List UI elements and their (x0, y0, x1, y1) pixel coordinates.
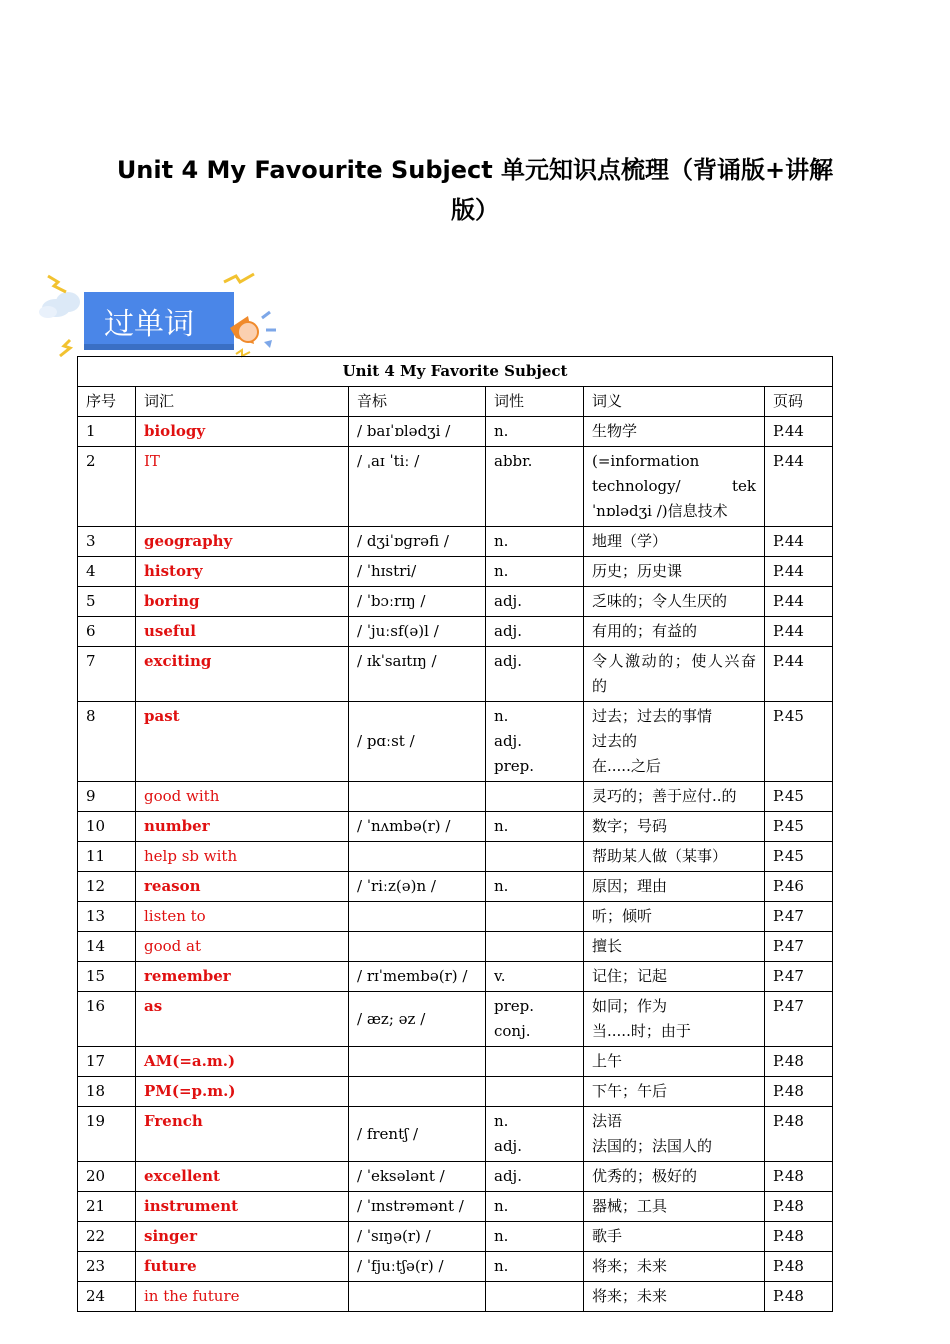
row-ipa (349, 932, 486, 962)
row-ipa (349, 902, 486, 932)
header-cell-ipa: 音标 (349, 387, 486, 417)
row-word: PM(=p.m.) (136, 1077, 349, 1107)
row-ipa (349, 842, 486, 872)
meaning-line: 歌手 (592, 1227, 623, 1245)
row-word: help sb with (136, 842, 349, 872)
pos-line: n. (494, 877, 509, 895)
meaning-line: 数字；号码 (592, 817, 668, 835)
row-pos (486, 527, 584, 557)
row-page: P.45 (765, 702, 833, 782)
header-cell-word: 词汇 (136, 387, 349, 417)
pos-line: abbr. (494, 452, 533, 470)
row-meaning (584, 932, 765, 962)
row-page: P.46 (765, 872, 833, 902)
meaning-line: 法国的；法国人的 (592, 1137, 713, 1155)
table-row (78, 702, 833, 782)
pos-line: adj. (494, 592, 522, 610)
row-ipa: / ˈriːz(ə)n / (349, 872, 486, 902)
header-cell-page: 页码 (765, 387, 833, 417)
row-page: P.44 (765, 557, 833, 587)
table-row (78, 587, 833, 617)
title-line-1: Unit 4 My Favourite Subject 单元知识点梳理（背诵版+讲解 (116, 156, 834, 184)
row-page: P.47 (765, 932, 833, 962)
pos-line: n. (494, 817, 509, 835)
meaning-line: 令人激动的；使人兴奋的 (592, 652, 756, 695)
row-page: P.44 (765, 647, 833, 702)
table-row (78, 782, 833, 812)
row-page: P.48 (765, 1192, 833, 1222)
pos-line: n. (494, 1112, 509, 1130)
table-row (78, 992, 833, 1047)
table-row (78, 902, 833, 932)
meaning-line: 如同；作为 (592, 997, 668, 1015)
pos-line: v. (494, 967, 506, 985)
pos-line: conj. (494, 1022, 531, 1040)
row-page: P.44 (765, 587, 833, 617)
row-page: P.48 (765, 1107, 833, 1162)
row-page: P.44 (765, 527, 833, 557)
pos-line: n. (494, 707, 509, 725)
row-meaning (584, 1252, 765, 1282)
meaning-line: 乏味的；令人生厌的 (592, 592, 728, 610)
row-meaning (584, 587, 765, 617)
pos-line: adj. (494, 1167, 522, 1185)
row-word: as (136, 992, 349, 1047)
row-ipa: / ˈhɪstri/ (349, 557, 486, 587)
row-ipa: / ˈeksələnt / (349, 1162, 486, 1192)
row-word: reason (136, 872, 349, 902)
meaning-line: 优秀的；极好的 (592, 1167, 698, 1185)
table-row (78, 932, 833, 962)
row-ipa: / ˈsɪŋə(r) / (349, 1222, 486, 1252)
row-ipa: / ɪkˈsaɪtɪŋ / (349, 647, 486, 702)
table-row (78, 962, 833, 992)
row-pos (486, 1192, 584, 1222)
row-ipa: / æz; əz / (349, 992, 486, 1047)
row-number: 10 (78, 812, 136, 842)
cloud-icon (39, 292, 80, 318)
header-cell-number: 序号 (78, 387, 136, 417)
row-number: 23 (78, 1252, 136, 1282)
pos-line: adj. (494, 622, 522, 640)
meaning-line: 有用的；有益的 (592, 622, 698, 640)
row-ipa (349, 1047, 486, 1077)
pos-line: prep. (494, 997, 535, 1015)
row-page: P.45 (765, 782, 833, 812)
pos-line: n. (494, 1257, 509, 1275)
row-ipa: / ˈfjuːtʃə(r) / (349, 1252, 486, 1282)
row-meaning (584, 557, 765, 587)
row-pos (486, 557, 584, 587)
row-page: P.47 (765, 962, 833, 992)
row-meaning (584, 527, 765, 557)
row-number: 24 (78, 1282, 136, 1312)
row-page: P.48 (765, 1222, 833, 1252)
row-word: geography (136, 527, 349, 557)
table-header-row (78, 387, 833, 417)
table-row (78, 447, 833, 527)
row-word: useful (136, 617, 349, 647)
row-page: P.47 (765, 902, 833, 932)
row-number: 1 (78, 417, 136, 447)
row-pos (486, 647, 584, 702)
row-word: future (136, 1252, 349, 1282)
row-meaning (584, 617, 765, 647)
row-ipa: / frentʃ / (349, 1107, 486, 1162)
row-ipa: / baɪˈɒlədʒi / (349, 417, 486, 447)
table-row (78, 812, 833, 842)
row-ipa: / ˈjuːsf(ə)l / (349, 617, 486, 647)
pos-line: adj. (494, 652, 522, 670)
row-pos (486, 1282, 584, 1312)
row-word: good with (136, 782, 349, 812)
row-pos (486, 617, 584, 647)
row-number: 2 (78, 447, 136, 527)
row-meaning (584, 1047, 765, 1077)
row-meaning (584, 1107, 765, 1162)
row-number: 21 (78, 1192, 136, 1222)
row-meaning (584, 782, 765, 812)
row-pos (486, 1162, 584, 1192)
row-pos (486, 932, 584, 962)
row-page: P.44 (765, 617, 833, 647)
meaning-line: 器械；工具 (592, 1197, 668, 1215)
row-meaning (584, 1192, 765, 1222)
row-word: in the future (136, 1282, 349, 1312)
table-caption-row (78, 357, 833, 387)
meaning-line: 过去的 (592, 732, 638, 750)
table-row (78, 1047, 833, 1077)
row-ipa: / ˌaɪ ˈtiː / (349, 447, 486, 527)
table-row (78, 1252, 833, 1282)
row-word: IT (136, 447, 349, 527)
row-meaning (584, 1077, 765, 1107)
row-page: P.45 (765, 842, 833, 872)
row-number: 6 (78, 617, 136, 647)
pos-line: n. (494, 1227, 509, 1245)
row-number: 13 (78, 902, 136, 932)
row-meaning (584, 702, 765, 782)
header-cell-meaning: 词义 (584, 387, 765, 417)
table-row (78, 647, 833, 702)
meaning-line: 历史；历史课 (592, 562, 683, 580)
meaning-line: 下午；午后 (592, 1082, 668, 1100)
row-pos (486, 587, 584, 617)
row-pos (486, 782, 584, 812)
pos-line: n. (494, 422, 509, 440)
table-row (78, 557, 833, 587)
row-pos (486, 1047, 584, 1077)
table-row (78, 1192, 833, 1222)
row-number: 12 (78, 872, 136, 902)
row-pos (486, 1222, 584, 1252)
row-pos (486, 1077, 584, 1107)
title-line-2: 版） (451, 196, 499, 224)
pos-line: adj. (494, 732, 522, 750)
table-row (78, 1162, 833, 1192)
meaning-line: 法语 (592, 1112, 623, 1130)
section-banner (36, 270, 286, 360)
row-word: remember (136, 962, 349, 992)
banner-label: 过单词 (104, 307, 194, 342)
row-word: good at (136, 932, 349, 962)
row-ipa (349, 1077, 486, 1107)
row-meaning (584, 1162, 765, 1192)
table-row (78, 527, 833, 557)
row-number: 4 (78, 557, 136, 587)
row-meaning (584, 812, 765, 842)
row-page: P.44 (765, 447, 833, 527)
row-number: 11 (78, 842, 136, 872)
row-word: instrument (136, 1192, 349, 1222)
row-meaning (584, 962, 765, 992)
meaning-line: 原因；理由 (592, 877, 668, 895)
row-meaning (584, 842, 765, 872)
table-row (78, 1222, 833, 1252)
row-meaning (584, 447, 765, 527)
row-number: 3 (78, 527, 136, 557)
meaning-line: (=information technology/ tekˈnɒlədʒi /)信息技术 (592, 452, 756, 520)
pos-line: n. (494, 532, 509, 550)
meaning-line: 听；倾听 (592, 907, 653, 925)
meaning-line: 在.....之后 (592, 757, 661, 775)
row-meaning (584, 992, 765, 1047)
row-word: number (136, 812, 349, 842)
meaning-line: 上午 (592, 1052, 623, 1070)
table-row (78, 417, 833, 447)
row-meaning (584, 647, 765, 702)
meaning-line: 过去；过去的事情 (592, 707, 713, 725)
meaning-line: 当.....时；由于 (592, 1022, 691, 1040)
pos-line: prep. (494, 757, 535, 775)
row-number: 14 (78, 932, 136, 962)
meaning-line: 生物学 (592, 422, 638, 440)
table-body (78, 417, 833, 1312)
row-ipa (349, 782, 486, 812)
meaning-line: 将来；未来 (592, 1257, 668, 1275)
meaning-line: 擅长 (592, 937, 623, 955)
table-row (78, 1077, 833, 1107)
row-ipa: / dʒiˈɒɡrəfi / (349, 527, 486, 557)
row-pos (486, 812, 584, 842)
row-page: P.44 (765, 417, 833, 447)
vocabulary-table (77, 356, 833, 1312)
row-number: 5 (78, 587, 136, 617)
row-number: 17 (78, 1047, 136, 1077)
meaning-line: 地理（学） (592, 532, 668, 550)
row-number: 16 (78, 992, 136, 1047)
row-number: 19 (78, 1107, 136, 1162)
row-meaning (584, 417, 765, 447)
table-row (78, 1282, 833, 1312)
meaning-line: 记住；记起 (592, 967, 668, 985)
row-word: history (136, 557, 349, 587)
row-number: 22 (78, 1222, 136, 1252)
pos-line: n. (494, 1197, 509, 1215)
row-meaning (584, 872, 765, 902)
row-word: French (136, 1107, 349, 1162)
row-page: P.48 (765, 1162, 833, 1192)
row-page: P.48 (765, 1282, 833, 1312)
row-pos (486, 417, 584, 447)
row-page: P.48 (765, 1047, 833, 1077)
row-word: singer (136, 1222, 349, 1252)
meaning-line: 将来；未来 (592, 1287, 668, 1305)
row-ipa: / rɪˈmembə(r) / (349, 962, 486, 992)
pos-line: n. (494, 562, 509, 580)
row-ipa (349, 1282, 486, 1312)
table-row (78, 617, 833, 647)
pos-line: adj. (494, 1137, 522, 1155)
row-word: excellent (136, 1162, 349, 1192)
meaning-line: 帮助某人做（某事） (592, 847, 728, 865)
row-meaning (584, 902, 765, 932)
row-meaning (584, 1282, 765, 1312)
row-pos (486, 1107, 584, 1162)
row-number: 20 (78, 1162, 136, 1192)
row-number: 18 (78, 1077, 136, 1107)
row-pos (486, 992, 584, 1047)
row-word: biology (136, 417, 349, 447)
row-page: P.48 (765, 1077, 833, 1107)
row-number: 9 (78, 782, 136, 812)
table-row (78, 1107, 833, 1162)
row-page: P.45 (765, 812, 833, 842)
table-caption: Unit 4 My Favorite Subject (78, 357, 833, 387)
row-pos (486, 447, 584, 527)
row-number: 7 (78, 647, 136, 702)
row-word: AM(=a.m.) (136, 1047, 349, 1077)
table-row (78, 842, 833, 872)
row-page: P.47 (765, 992, 833, 1047)
row-page: P.48 (765, 1252, 833, 1282)
row-ipa: / ˈnʌmbə(r) / (349, 812, 486, 842)
document-title (60, 150, 890, 230)
row-meaning (584, 1222, 765, 1252)
row-word: past (136, 702, 349, 782)
row-number: 8 (78, 702, 136, 782)
row-pos (486, 842, 584, 872)
row-pos (486, 902, 584, 932)
row-pos (486, 702, 584, 782)
row-pos (486, 872, 584, 902)
row-word: listen to (136, 902, 349, 932)
row-word: exciting (136, 647, 349, 702)
meaning-line: 灵巧的；善于应付..的 (592, 787, 737, 805)
megaphone-icon (230, 312, 276, 348)
row-ipa: / ˈbɔːrɪŋ / (349, 587, 486, 617)
row-ipa: / pɑːst / (349, 702, 486, 782)
header-cell-pos: 词性 (486, 387, 584, 417)
row-pos (486, 962, 584, 992)
table-row (78, 872, 833, 902)
row-pos (486, 1252, 584, 1282)
row-ipa: / ˈɪnstrəmənt / (349, 1192, 486, 1222)
row-word: boring (136, 587, 349, 617)
row-number: 15 (78, 962, 136, 992)
